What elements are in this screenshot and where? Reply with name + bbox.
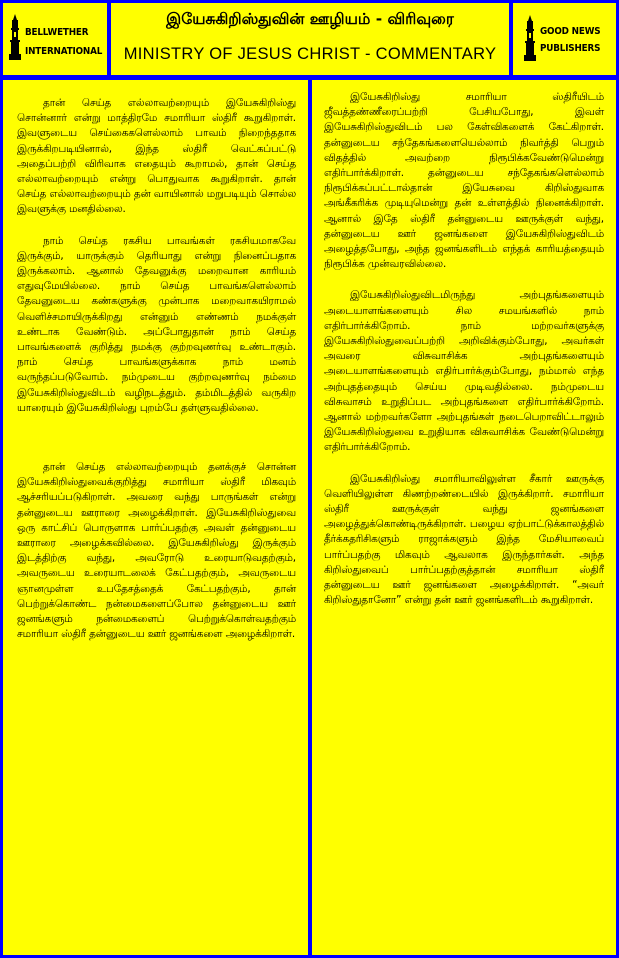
paragraph: தான் செய்த எல்லாவற்றையும் இயேசுகிறிஸ்து சொன்னார் என்று மாத்திரமே சமாரியா ஸ்திரீ கூறுகிறாள். இவளுடைய செய்கைகளெல்லாம் பாவம் நிறைந்ததாக இருக்கிறபடியினால், இந்த ஸ்திரீ வெட்கப்பட்டு அதைப்பற்றி விரிவாக எதையும் கூறாமல், தான் செய்த எல்லாவற்றையும் என்று பொதுவாக கூறுகிறாள். தான் செய்த எல்லாவற்றையும் தன் வாயினால் மறுபடியும் சொல்ல இவளுக்கு மனதில்லை.: [17, 97, 296, 216]
logo-line-1: GOOD NEWS: [540, 26, 601, 37]
logo-line-2: INTERNATIONAL: [25, 46, 103, 57]
paragraph: இயேசுகிறிஸ்து சமாரியாவிலுள்ள சீகார் ஊருக்கு வெளியிலுள்ள கிணற்றண்டையில் இருக்கிறார். சமாரியா ஸ்திரீ ஊருக்குள் வந்து ஜனங்களை அழைத்துக்கொண்டிருக்கிறாள். பழைய ஏற்பாட்டுக்காலத்தில் தீர்க்கதரிசிகளும் ராஜாக்களும் இந்த மேசியாவைப் பார்ப்பதற்கு மிகவும் ஆவலாக இருந்தார்கள். அந்த கிறிஸ்துவைப் பார்ப்பதற்குத்தான் சமாரியா ஸ்திரீ தன்னுடைய ஊர் ஜனங்களை அழைக்கிறாள். “அவர் கிறிஸ்துதானோ” என்று தன் ஊர் ஜனங்களிடம் கூறுகிறாள்.: [324, 472, 604, 607]
logo-text: [540, 26, 600, 54]
logo-line-1: BELLWETHER: [25, 27, 89, 38]
bell-tower-icon: [8, 14, 22, 60]
paragraph: இயேசுகிறிஸ்து சமாரியா ஸ்திரீயிடம் ஜீவத்தண்ணீரைப்பற்றி பேசியபோது, இவள் இயேசுகிறிஸ்துவிடம் பல கேள்விகளைக் கேட்கிறாள். தன்னுடைய சந்தேகங்களையெல்லாம் நிவர்த்தி பெறும் விதத்தில் அவற்றை நிரூபிக்கவேண்டுமென்று எதிர்பார்க்கிறாள். தன்னுடைய சந்தேகங்களெல்லாம் நிரூபிக்கப்பட்டால்தான் இயேசுவை கிறிஸ்துவாக அங்கீகரிக்க முடியுமென்று தன் உள்ளத்தில் நினைக்கிறாள். ஆனால் இதே ஸ்திரீ தன்னுடைய ஊருக்குள் வந்து, தன்னுடைய ஊர் ஜனங்களை இயேசுகிறிஸ்துவிடம் அழைத்தபோது, அந்த ஜனங்களிடம் எந்தக் காரியத்தையும் நிரூபிக்க முன்வரவில்லை.: [324, 91, 604, 271]
bell-tower-icon: [523, 15, 537, 61]
paragraph: இயேசுகிறிஸ்துவிடமிருந்து அற்புதங்களையும் அடையாளங்களையும் சில சமயங்களில் நாம் எதிர்பார்க்கிறோம். நாம் மற்றவர்களுக்கு இயேசுகிறிஸ்துவைப்பற்றி அறிவிக்கும்போது, அவர்கள் அவரை விசுவாசிக்க அற்புதங்களையும் அடையாளங்களையும் எதிர்பார்க்கும்போது, நம்மால் எந்த அற்புதத்தையும் செய்ய முடிவதில்லை. நம்முடைய விசுவாசம் உறுதிப்பட அற்புதங்களை எதிர்பார்க்கிறோம். ஆனால் மற்றவர்களோ அற்புதங்கள் நடைபெறாவிட்டாலும் இயேசுகிறிஸ்துவை உறுதியாக விசுவாசிக்க வேண்டுமென்று எதிர்பார்க்கிறோம்.: [324, 289, 604, 454]
logo-line-2: PUBLISHERS: [540, 43, 601, 54]
right-column: [312, 80, 616, 955]
paragraph: தான் செய்த எல்லாவற்றையும் தனக்குச் சொன்ன இயேசுகிறிஸ்துவைக்குறித்து சமாரியா ஸ்திரீ மிகவும் ஆச்சரியப்படுகிறாள். அவரை வந்து பாருங்கள் என்று தன்னுடைய ஊராரை அழைக்கிறாள். இயேசுகிறிஸ்துவை ஒரு காட்சிப் பொருளாக பார்ப்பதற்கு அவள் தன்னுடைய ஊராரை அழைக்கவில்லை. இயேசுகிறிஸ்து இருக்கும் இடத்திற்கு வந்து, அவரோடு உரையாடுவதற்கும், அவருடைய உரையாடலைக் கேட்பதற்கும், அவருடைய ஞானமுள்ள உபதேசத்தைக் கேட்பதற்கும், தான் பெற்றுக்கொண்ட நன்மைகளைப்போல தன்னுடைய ஊர் ஜனங்களும் நன்மைகளைப் பெற்றுக்கொள்வதற்கும் சமாரியா ஸ்திரீ தன்னுடைய ஊர் ஜனங்களை அழைக்கிறாள்.: [17, 461, 296, 641]
paragraph: நாம் செய்த ரகசிய பாவங்கள் ரகசியமாகவே இருக்கும், யாருக்கும் தெரியாது என்று நினைப்பதாக இருக்கலாம். ஆனால் தேவனுக்கு மறைவான காரியம் எதுவுமேயில்லை. நாம் செய்த பாவங்களெல்லாம் தேவனுடைய கண்களுக்கு முன்பாக மறைவாகயிராமல் வெளிச்சமாயிருக்கிறது என்னும் எண்ணம் நமக்குள் உண்டாக வேண்டும். அப்போதுதான் நாம் செய்த பாவங்களைக் குறித்து நமக்கு குற்றவுணர்வு உண்டாகும். நாம் செய்த பாவங்களுக்காக நாம் மனம் வருந்தப்படுவோம். நம்முடைய குற்றவுணர்வு நம்மை இயேசுகிறிஸ்துவிடம் வழிநடத்தும். தம்மிடத்தில் வருகிற யாரையும் இயேசுகிறிஸ்து புறம்பே தள்ளுவதில்லை.: [17, 234, 296, 414]
bellwether-logo-panel: [3, 3, 107, 75]
page-title-english: MINISTRY OF JESUS CHRIST - COMMENTARY: [123, 45, 497, 63]
left-column: [3, 80, 308, 955]
logo-text: [25, 27, 102, 57]
page-title-tamil: இயேசுகிறிஸ்துவின் ஊழியம் - விரிவுரை: [166, 10, 454, 28]
header-title-panel: [111, 3, 509, 75]
good-news-logo-panel: [513, 3, 616, 75]
